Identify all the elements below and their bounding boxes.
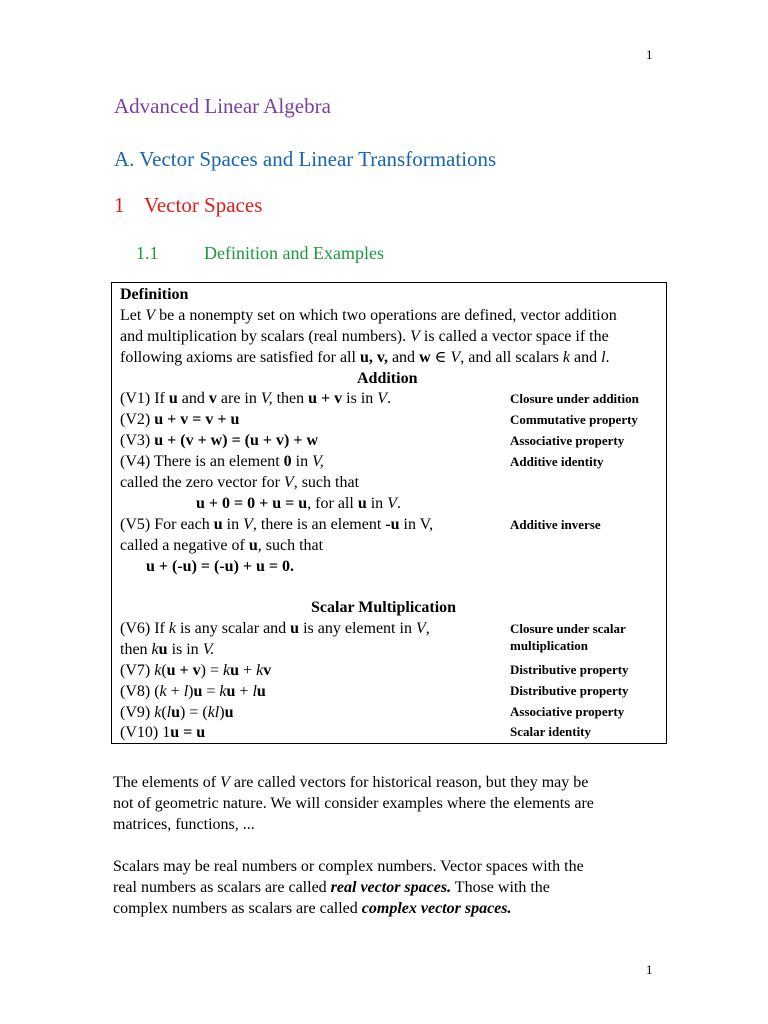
axiom-v1: (V1) If u and v are in V, then u + v is in V.: [120, 390, 392, 407]
axiom-v10: (V10) 1u = u: [120, 724, 206, 741]
axiom-v3: (V3) u + (v + w) = (u + v) + w: [120, 432, 319, 449]
subsection-title-text: Definition and Examples: [204, 243, 384, 263]
axiom-v6: (V6) If k is any scalar and u is any element in V,: [120, 620, 430, 637]
axiom-v4-equation: u + 0 = 0 + u = u, for all u in V.: [196, 495, 401, 512]
page-number-bottom: 1: [646, 962, 653, 977]
property-v3: Associative property: [510, 433, 625, 448]
subsection-number: 1.1: [136, 243, 159, 263]
property-v7: Distributive property: [510, 662, 629, 677]
property-v6-line2: multiplication: [510, 638, 589, 653]
axiom-v7: (V7) k(u + v) = ku + kv: [120, 662, 272, 679]
subsection-title: [136, 243, 384, 264]
axiom-v5: (V5) For each u in V, there is an element -u in V,: [120, 516, 434, 533]
definition-text: Let V be a nonempty set on which two operations are defined, vector addition and multiplication by scalars (real numbers). V is called a vector space if the following axioms are satisfied for all u, v, and w ∈ V, and all scalars k and l.: [120, 307, 617, 366]
axiom-v4: (V4) There is an element 0 in V,: [120, 453, 324, 470]
axiom-v2: (V2) u + v = v + u: [120, 411, 240, 428]
page-number-top: 1: [646, 47, 653, 62]
definition-heading: Definition: [120, 286, 189, 303]
section-title-text: Vector Spaces: [144, 193, 263, 217]
addition-heading: Addition: [357, 370, 418, 387]
part-title: A. Vector Spaces and Linear Transformations: [114, 147, 497, 171]
section-title: [114, 193, 262, 218]
document-title: Advanced Linear Algebra: [114, 94, 331, 118]
section-number: 1: [114, 193, 125, 217]
axiom-v5-line2: called a negative of u, such that: [120, 537, 324, 554]
property-v10: Scalar identity: [510, 724, 592, 739]
paragraph-vectors: The elements of V are called vectors for historical reason, but they may be not of geometric nature. We will consider examples where the elements are matrices, functions, ...: [113, 774, 594, 833]
axiom-v8: (V8) (k + l)u = ku + lu: [120, 683, 266, 700]
property-v5: Additive inverse: [510, 517, 601, 532]
axiom-v6-line2: then ku is in V.: [120, 641, 215, 658]
property-v9: Associative property: [510, 704, 625, 719]
property-v6: Closure under scalar: [510, 621, 626, 636]
property-v2: Commutative property: [510, 412, 638, 427]
axiom-v4-line2: called the zero vector for V, such that: [120, 474, 360, 491]
property-v1: Closure under addition: [510, 391, 639, 406]
property-v4: Additive identity: [510, 454, 604, 469]
property-v8: Distributive property: [510, 683, 629, 698]
axiom-v5-equation: u + (-u) = (-u) + u = 0.: [146, 558, 295, 575]
axiom-v9: (V9) k(lu) = (kl)u: [120, 704, 234, 721]
scalar-multiplication-heading: Scalar Multiplication: [311, 599, 457, 616]
paragraph-scalars: Scalars may be real numbers or complex numbers. Vector spaces with the real numbers as scalars are called real vector spaces. Those with the complex numbers as scalars are called complex vector spaces.: [113, 858, 584, 917]
